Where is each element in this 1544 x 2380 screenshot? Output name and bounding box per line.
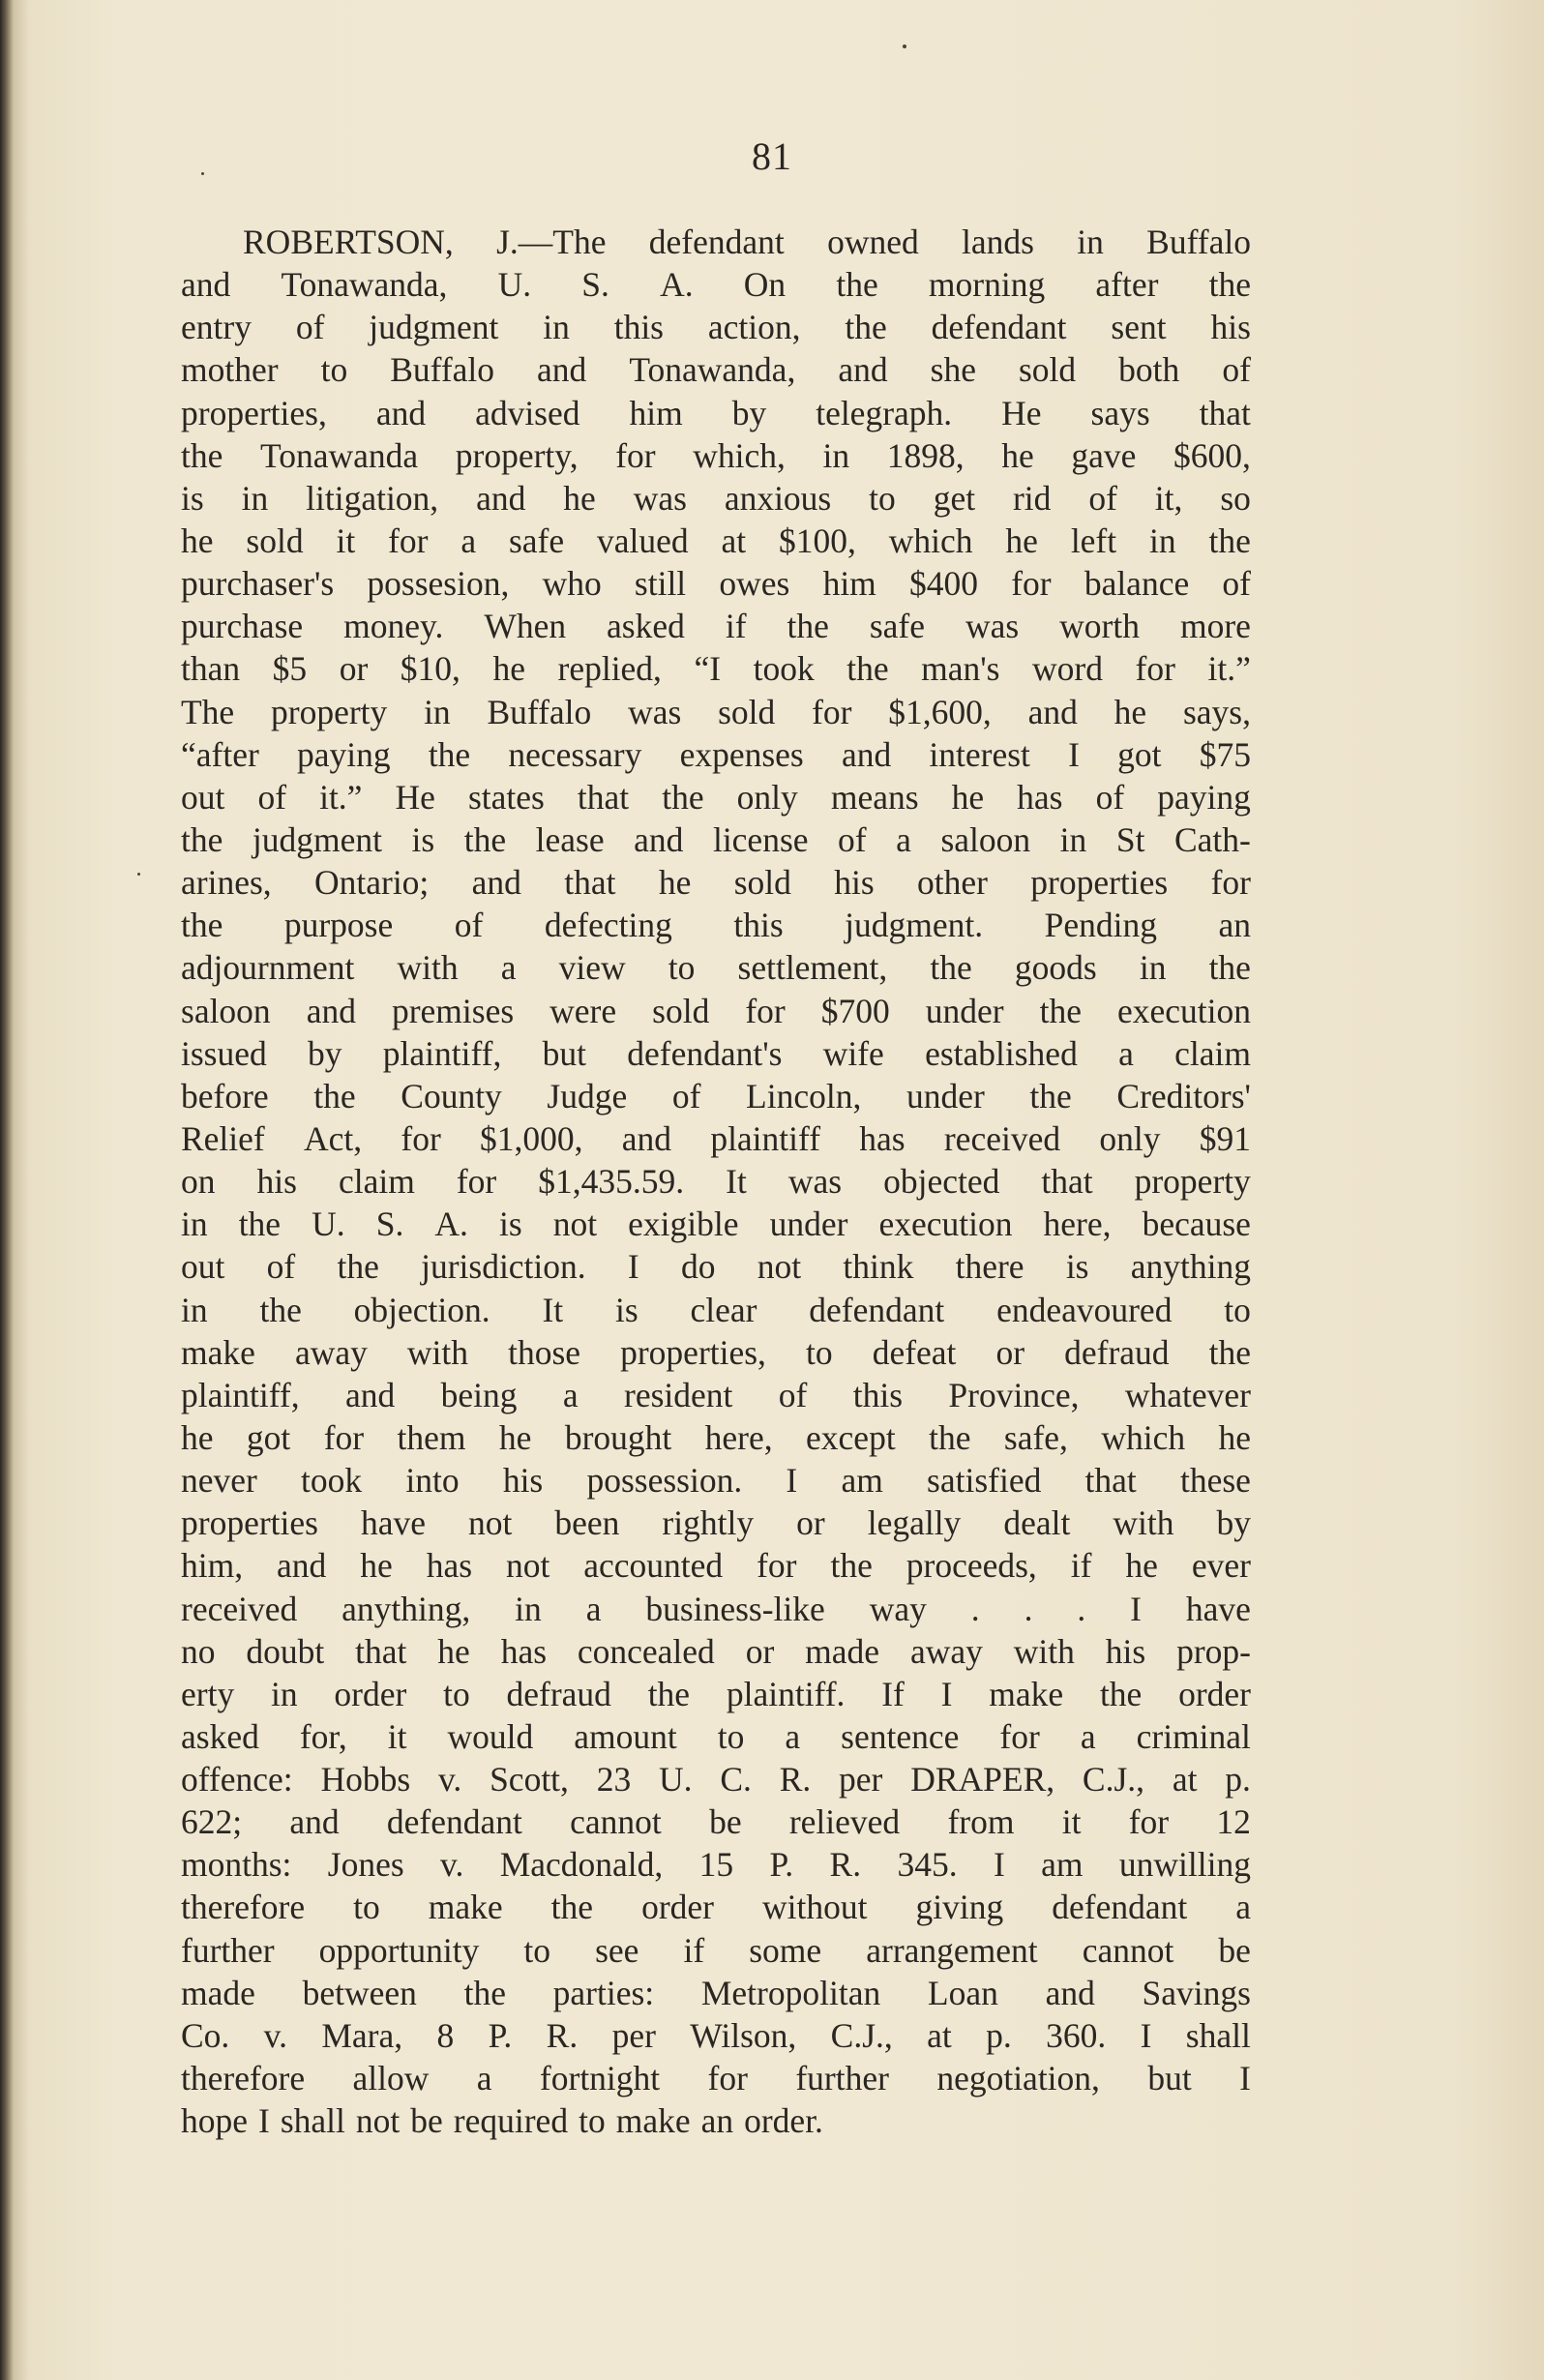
text-line: mother to Buffalo and Tonawanda, and she sold both of — [181, 350, 1251, 390]
text-line: the purpose of defecting this judgment. Pending an — [181, 906, 1251, 945]
text-line: out of it.” He states that the only means he has of paying — [181, 777, 1251, 817]
text-line: The property in Buffalo was sold for $1,600, and he says, — [181, 692, 1251, 731]
text-line: purchaser's possesion, who still owes him $400 for balance of — [181, 564, 1251, 604]
text-line: in the objection. It is clear defendant endeavoured to — [181, 1290, 1251, 1329]
text-line: asked for, it would amount to a sentence for a criminal — [181, 1716, 1251, 1756]
text-line: entry of judgment in this action, the defendant sent his — [181, 308, 1251, 347]
text-line: “after paying the necessary expenses and interest I got $75 — [181, 734, 1251, 774]
text-line: properties, and advised him by telegraph. He says that — [181, 393, 1251, 432]
text-line: make away with those properties, to defeat or defraud the — [181, 1332, 1251, 1372]
print-speck — [903, 45, 906, 48]
print-speck — [137, 873, 140, 876]
page-number: 81 — [752, 134, 792, 178]
text-line: ROBERTSON, J.—The defendant owned lands in Buffalo — [243, 223, 1251, 261]
text-line: purchase money. When asked if the safe was worth more — [181, 607, 1251, 646]
text-line: therefore to make the order without giving defendant a — [181, 1888, 1251, 1927]
text-line: than $5 or $10, he replied, “I took the man's word for it.” — [181, 649, 1251, 689]
text-line: received anything, in a business-like way . . . I have — [181, 1589, 1251, 1628]
text-line: Co. v. Mara, 8 P. R. per Wilson, C.J., at p. 360. I shall — [181, 2015, 1251, 2055]
text-line: is in litigation, and he was anxious to get rid of it, so — [181, 478, 1251, 518]
text-line: and Tonawanda, U. S. A. On the morning after the — [181, 265, 1251, 305]
text-line: before the County Judge of Lincoln, under the Creditors' — [181, 1076, 1251, 1116]
text-line: therefore allow a fortnight for further negotiation, but I — [181, 2059, 1251, 2098]
text-line: hope I shall not be required to make an order. — [181, 2101, 823, 2141]
text-line: Relief Act, for $1,000, and plaintiff has received only $91 — [181, 1118, 1251, 1158]
text-line: him, and he has not accounted for the proceeds, if he ever — [181, 1546, 1251, 1586]
text-line: offence: Hobbs v. Scott, 23 U. C. R. per DRAPER, C.J., at p. — [181, 1760, 1251, 1800]
text-line: 622; and defendant cannot be relieved from it for 12 — [181, 1802, 1251, 1842]
judgment-text — [181, 221, 1251, 2142]
text-line: properties have not been rightly or legally dealt with by — [181, 1503, 1251, 1543]
text-line: out of the jurisdiction. I do not think there is anything — [181, 1247, 1251, 1287]
text-line: the Tonawanda property, for which, in 1898, he gave $600, — [181, 435, 1251, 475]
text-line: erty in order to defraud the plaintiff. If I make the order — [181, 1674, 1251, 1713]
text-line: issued by plaintiff, but defendant's wife established a claim — [181, 1033, 1251, 1073]
text-line: made between the parties: Metropolitan Loan and Savings — [181, 1973, 1251, 2012]
text-line: months: Jones v. Macdonald, 15 P. R. 345. I am unwilling — [181, 1845, 1251, 1885]
text-line: adjournment with a view to settlement, the goods in the — [181, 948, 1251, 988]
text-line: further opportunity to see if some arrangement cannot be — [181, 1930, 1251, 1970]
text-line: he sold it for a safe valued at $100, which he left in the — [181, 521, 1251, 560]
text-line: on his claim for $1,435.59. It was objected that property — [181, 1162, 1251, 1202]
text-line: the judgment is the lease and license of a saloon in St Cath- — [181, 819, 1251, 859]
text-line: arines, Ontario; and that he sold his other properties for — [181, 863, 1251, 903]
text-line: he got for them he brought here, except the safe, which he — [181, 1417, 1251, 1457]
text-line: in the U. S. A. is not exigible under execution here, because — [181, 1205, 1251, 1244]
text-line: never took into his possession. I am satisfied that these — [181, 1461, 1251, 1501]
text-line: saloon and premises were sold for $700 under the execution — [181, 991, 1251, 1030]
text-line: no doubt that he has concealed or made away with his prop- — [181, 1631, 1251, 1671]
text-line: plaintiff, and being a resident of this Province, whatever — [181, 1375, 1251, 1414]
